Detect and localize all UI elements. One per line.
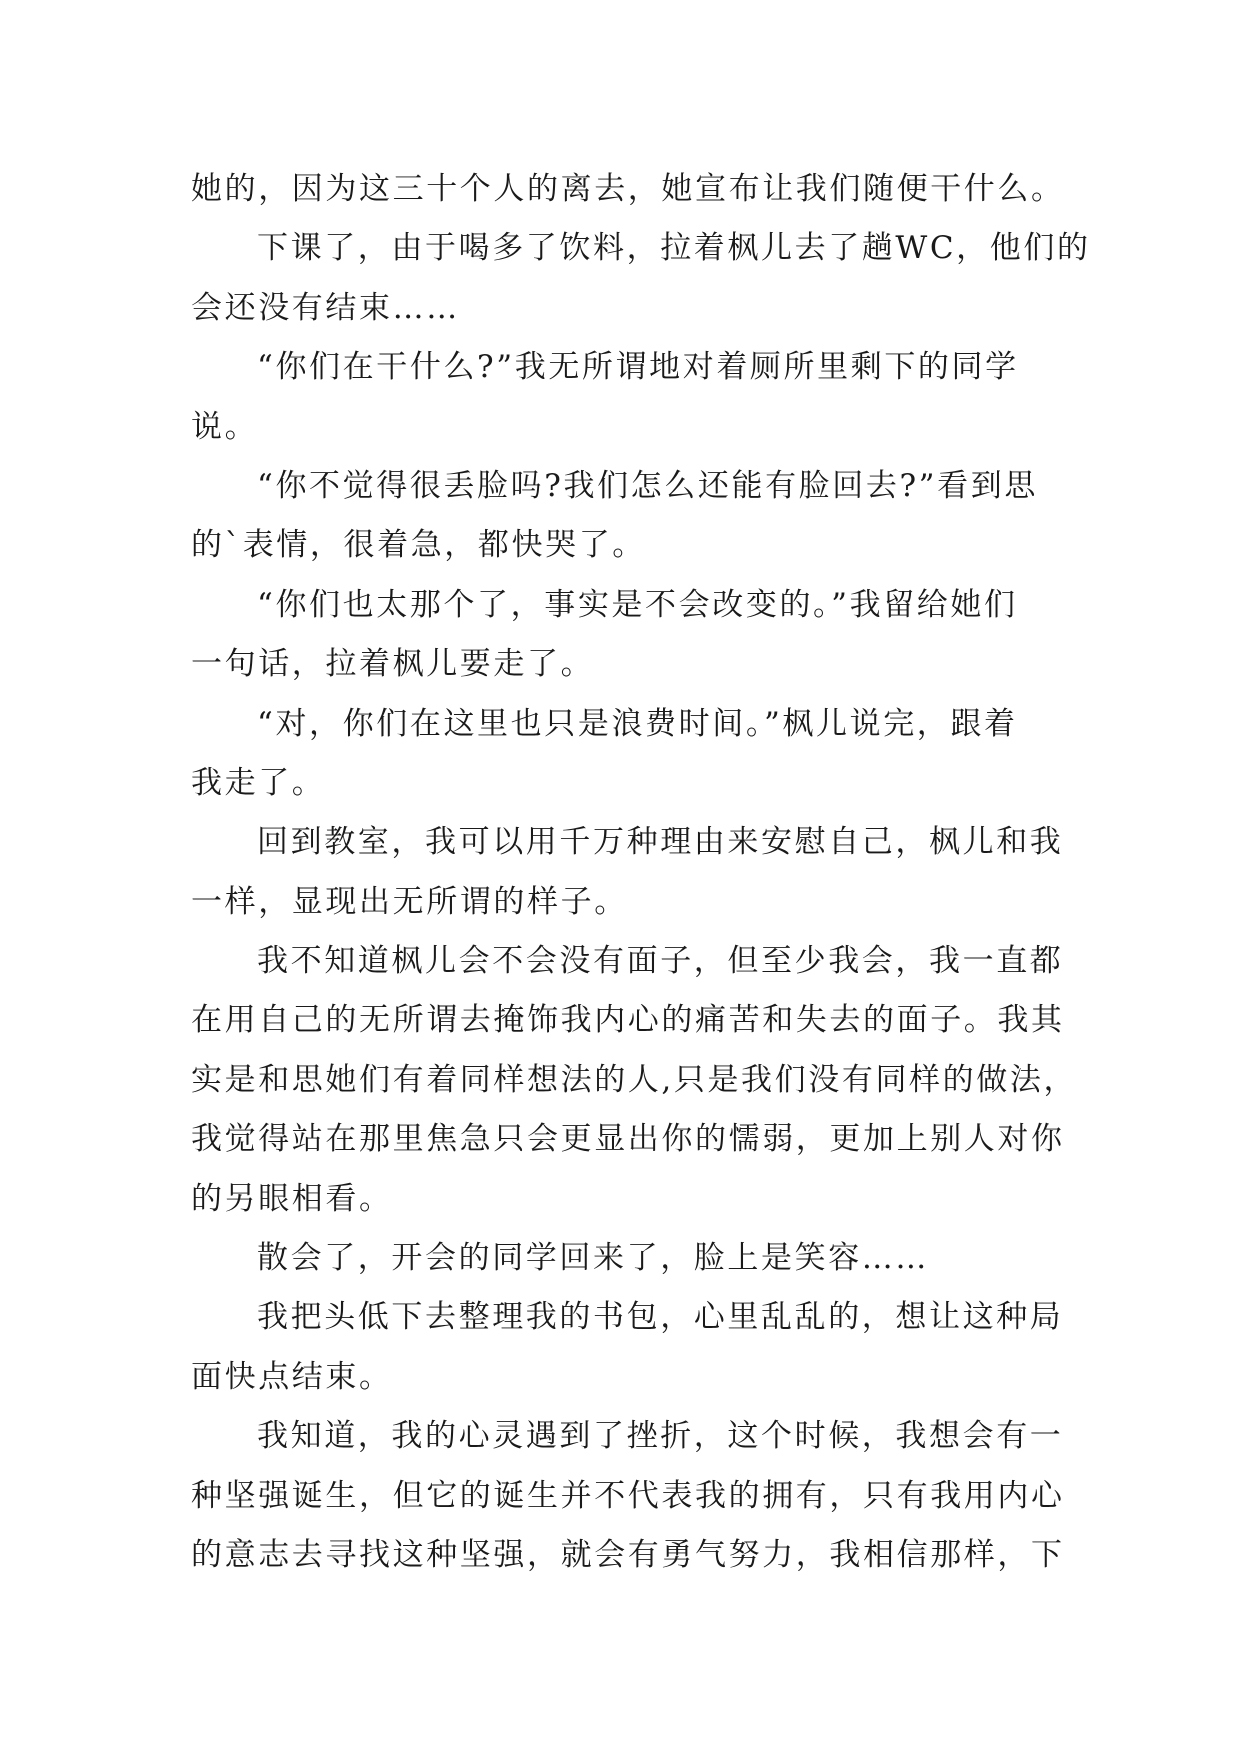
text-line: 她的，因为这三十个人的离去，她宣布让我们随便干什么。 [191, 171, 1065, 207]
document-body-text [191, 160, 1091, 1585]
paragraph-first-line: “你们也太那个了，事实是不会改变的。”我留给她们 [257, 586, 1018, 623]
text-line: 会还没有结束…… [191, 289, 460, 326]
text-line: 种坚强诞生，但它的诞生并不代表我的拥有，只有我用内心 [191, 1477, 1065, 1514]
text-line: 实是和思她们有着同样想法的人,只是我们没有同样的做法， [191, 1061, 1078, 1098]
text-line: 在用自己的无所谓去掩饰我内心的痛苦和失去的面子。我其 [191, 1002, 1065, 1039]
paragraph-first-line: 下课了，由于喝多了饮料，拉着枫儿去了趟WC，他们的 [257, 230, 1091, 267]
text-line: 一句话，拉着枫儿要走了。 [191, 646, 595, 683]
paragraph-first-line: 我知道，我的心灵遇到了挫折，这个时候，我想会有一 [257, 1418, 1064, 1455]
paragraph-first-line: “对，你们在这里也只是浪费时间。”枫儿说完，跟着 [257, 705, 1018, 742]
text-line: 面快点结束。 [191, 1358, 393, 1395]
text-line: 我走了。 [191, 764, 326, 801]
paragraph-first-line: 回到教室，我可以用千万种理由来安慰自己，枫儿和我 [257, 824, 1064, 861]
text-line: 的另眼相看。 [191, 1180, 393, 1217]
text-line: 一样，显现出无所谓的样子。 [191, 883, 628, 920]
text-line: 我觉得站在那里焦急只会更显出你的懦弱，更加上别人对你 [191, 1121, 1065, 1158]
paragraph-first-line: “你不觉得很丢脸吗?我们怎么还能有脸回去?”看到思 [257, 467, 1038, 504]
text-line: 的意志去寻找这种坚强，就会有勇气努力，我相信那样，下 [191, 1536, 1065, 1573]
text-line: 说。 [191, 408, 259, 445]
paragraph-first-line: 我不知道枫儿会不会没有面子，但至少我会，我一直都 [257, 943, 1064, 980]
paragraph-first-line: 我把头低下去整理我的书包，心里乱乱的，想让这种局 [257, 1299, 1064, 1336]
text-line: 的`表情，很着急，都快哭了。 [191, 527, 646, 564]
paragraph-first-line: “你们在干什么?”我无所谓地对着厕所里剩下的同学 [257, 349, 1019, 386]
paragraph-first-line: 散会了，开会的同学回来了，脸上是笑容…… [257, 1240, 929, 1277]
